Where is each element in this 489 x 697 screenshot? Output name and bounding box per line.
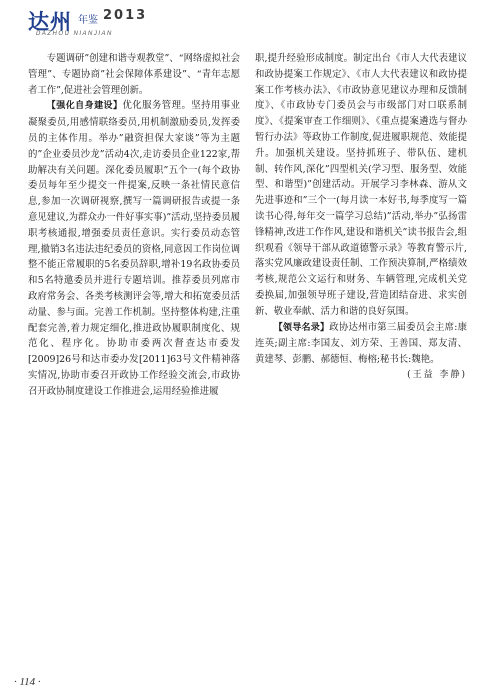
paragraph-social-management: 专题调研”创建和谐寺观教堂”、“网络虚拟社会管理”、专题协商”社会保障体系建设”、“青年志愿者工作”,促进社会管理创新。 bbox=[28, 53, 240, 96]
self-building-text: 优化服务管理。坚持用事业凝聚委员,用感情联络委员,用机制激励委员,发挥委员的主体作用。举办”融资担保大家谈”等为主题的”企业委员沙龙”活动4次,走访委员企业122家,帮助解决有关问题。深化委员履职”五个一(每个政协委员每年至少提交一件提案,反映一条社情民意信息,参加一次调研视察,撰写一篇调研报告或提一条意见建议,为群众办一件好事实事)”活动,坚持委员履职考核通报,增强委员责任意识。实行委员动态管理,撤销3名违法违纪委员的资格,同意因工作岗位调整不能正常履职的5名委员辞职,增补19名政协委员和5名特邀委员并进行专题培训。推荐委员列席市政府常务会、各类考核测评会等,增大和拓宽委员活动量、参与面。完善工作机制。坚持整体构建,注重配套完善,着力规定细化,推进政协履职制度化、规范化、程序化。协助市委两次督查达市委发[2009]26号和达市委办发[2011]63号文件精神落实情况,协助市委召开政协工作经验交流会,市政协召开政协制度建设工作推进会,运用经验推进履 bbox=[28, 100, 240, 397]
yearbook-subtitle: DAZHOU NIANJIAN bbox=[36, 31, 113, 37]
yearbook-year: 2013 bbox=[103, 8, 148, 23]
paragraph-leaders bbox=[255, 320, 467, 368]
paragraph-continued: 职,提升经验形成制度。制定出台《市人大代表建议和政协提案工作规定》、《市人大代表建议和政协提案工作考核办法》、《市政协意见建议办理和反馈制度》、《市政协专门委员会与市级部门对口联系制度》、《提案审查工作细则》、《重点提案遴选与督办暂行办法》等政协工作制度,促进履职规范、效能提升。加强机关建设。坚持抓班子、带队伍、建机制、转作风,深化”四型机关(学习型、服务型、效能型、和谐型)”创建活动。开展学习李林森、游从文先进事迹和”三个一(每月读一本好书,每季度写一篇读书心得,每年交一篇学习总结)”活动,举办”弘扬雷锋精神,改进工作作风,建设和谐机关”读书报告会,组织观看《领导干部从政道德警示录》等教育警示片,落实党风廉政建设责任制、工作预决算制,严格绩效考核,规范公文运行和财务、车辆管理,完成机关党委换届,加强领导班子建设,营造团结奋进、求实创新、敬业奉献、活力和谐的良好氛围。 bbox=[255, 53, 467, 317]
section-tag-self-building: 【强化自身建设】 bbox=[46, 101, 123, 112]
right-column bbox=[255, 51, 467, 384]
yearbook-title: 达州 bbox=[28, 10, 72, 34]
left-column bbox=[28, 51, 240, 400]
page-header bbox=[28, 6, 248, 44]
paragraph-self-building bbox=[28, 98, 240, 399]
section-tag-leaders: 【领导名录】 bbox=[273, 322, 330, 333]
page-number: · 114 · bbox=[14, 676, 41, 688]
author-credit: (王益 李静) bbox=[407, 369, 467, 380]
leaders-text: 政协达州市第三届委员会主席:康连英;副主席:李国友、刘方荣、王善国、郑友清、黄建琴、彭鹏、郝德恒、梅榕;秘书长:魏艳。 bbox=[255, 321, 467, 366]
yearbook-suffix: 年鉴 bbox=[78, 15, 98, 26]
